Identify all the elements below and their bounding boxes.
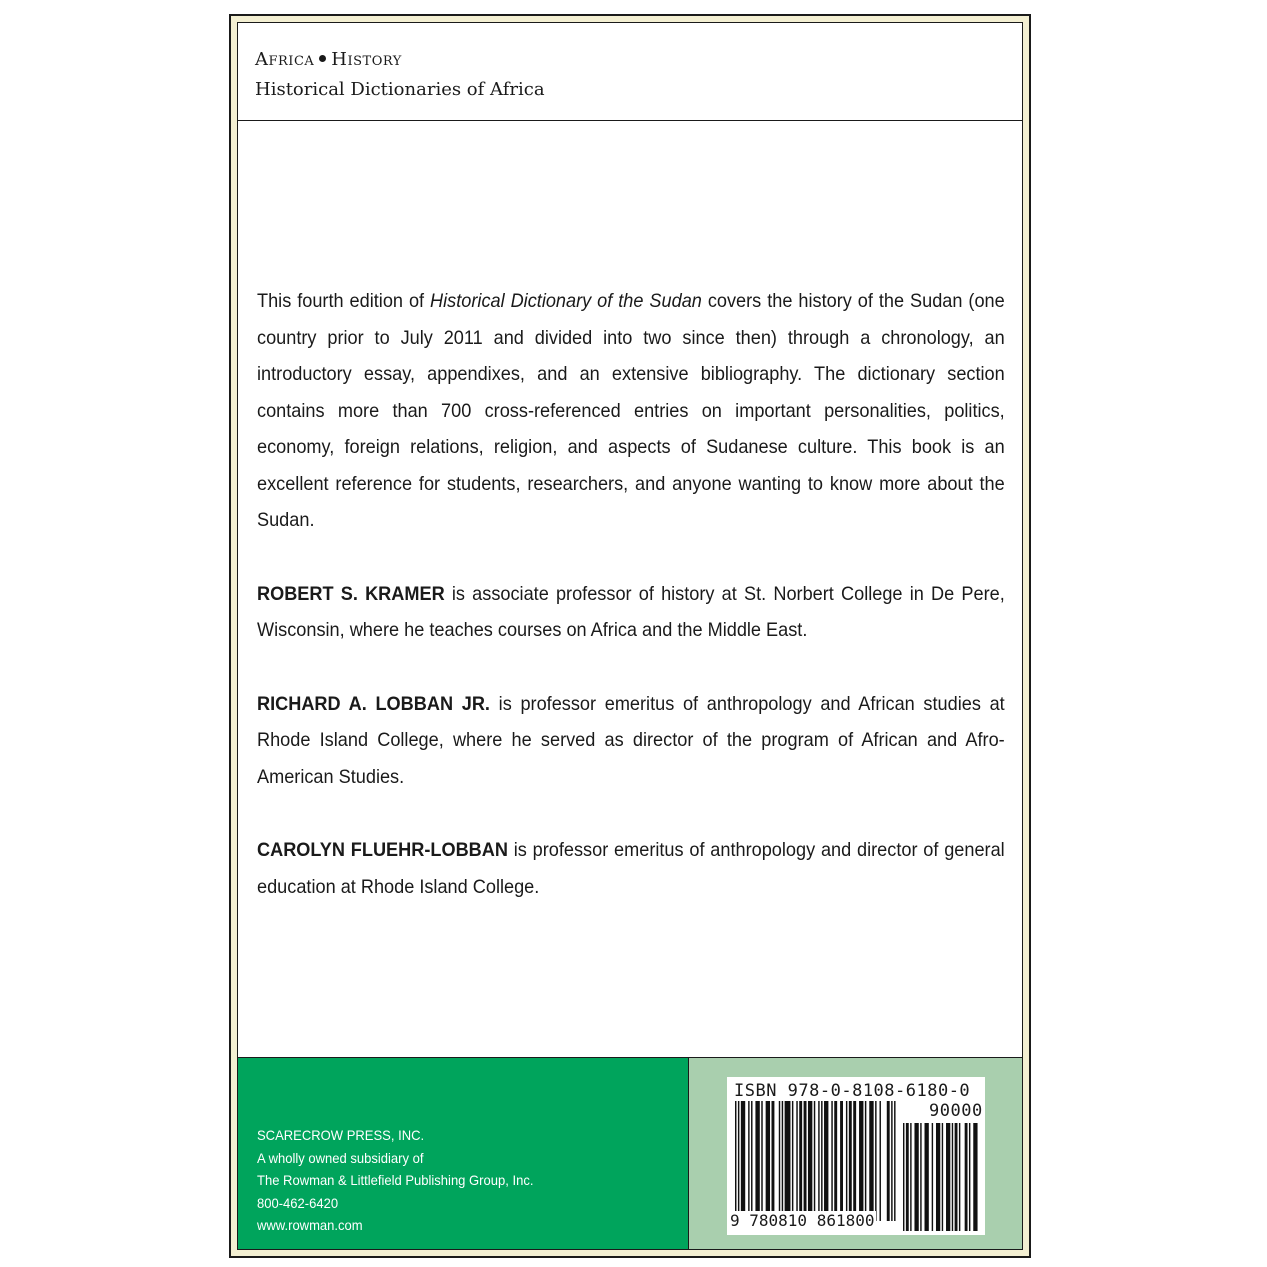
barcode-bar xyxy=(840,1101,843,1221)
barcode-bar xyxy=(914,1123,918,1231)
barcode-digits xyxy=(729,1211,876,1230)
barcode-bar xyxy=(946,1123,950,1231)
author-bio-kramer xyxy=(257,576,1005,649)
barcode-bar xyxy=(751,1101,752,1221)
barcode-bar xyxy=(865,1101,866,1221)
barcode-bar xyxy=(906,1123,909,1231)
barcode-bar xyxy=(804,1101,807,1221)
book-description xyxy=(257,283,1005,539)
barcode-bar xyxy=(796,1101,797,1221)
publisher-panel xyxy=(238,1057,689,1250)
barcode-bar xyxy=(959,1123,960,1231)
barcode-bar xyxy=(849,1101,852,1221)
series-category-history: History xyxy=(331,49,402,70)
barcode-bar xyxy=(952,1123,953,1231)
barcode-bar xyxy=(955,1123,958,1231)
barcode-panel xyxy=(689,1057,1023,1250)
description-text-end: covers the history of the Sudan (one country prior to July 2011 and divided into two since then) through a chronology, an introductory essay, appendixes, and an extensive bibliography. The dictionary section contains more than 700 cross-referenced entries on important personalities, politics, economy, foreign relations, religion, and aspects of Sudanese culture. This book is an excellent reference for students, researchers, and anyone wanting to know more about the Sudan. xyxy=(257,290,1005,531)
barcode-bar xyxy=(779,1101,780,1221)
barcode-bar xyxy=(925,1123,929,1231)
publisher-website: www.rowman.com xyxy=(257,1217,363,1233)
barcode-bar xyxy=(920,1123,921,1231)
barcode-bar xyxy=(771,1101,774,1221)
barcode-digits-text: 9 780810 861800 xyxy=(730,1211,875,1230)
author-bio-text: is associate professor of history at St. Norbert College in De Pere, Wisconsin, where he teaches courses on Africa and the Middle East. xyxy=(257,582,1005,641)
barcode-bar xyxy=(792,1101,793,1221)
barcode-bar xyxy=(846,1101,847,1221)
series-category-africa: Africa xyxy=(255,49,315,70)
barcode-bar xyxy=(965,1123,968,1231)
barcode-bar xyxy=(814,1101,815,1221)
barcode-bar xyxy=(782,1101,783,1221)
barcode-bar xyxy=(891,1101,892,1221)
author-bio-lobban xyxy=(257,686,1005,796)
barcode-bar xyxy=(887,1101,890,1221)
barcode-bar xyxy=(942,1123,943,1231)
author-name: CAROLYN FLUEHR-LOBBAN xyxy=(257,839,508,861)
barcode-bar xyxy=(869,1101,873,1221)
barcode-bar xyxy=(818,1101,819,1221)
barcode-bar xyxy=(903,1123,904,1231)
barcode-bar xyxy=(824,1101,828,1221)
barcode-bar xyxy=(969,1123,970,1231)
blurb xyxy=(257,283,1005,905)
barcode-bar xyxy=(735,1101,736,1221)
book-title: Historical Dictionary of the Sudan xyxy=(430,290,702,312)
barcode-bar xyxy=(741,1101,745,1221)
publisher-phone: 800-462-6420 xyxy=(257,1194,339,1211)
bullet-icon xyxy=(319,55,326,62)
back-cover xyxy=(237,22,1023,1250)
barcode-bar xyxy=(853,1101,856,1221)
publisher-subsidiary-line: A wholly owned subsidiary of xyxy=(257,1149,424,1166)
publisher-name: SCARECROW PRESS, INC. xyxy=(257,1127,425,1143)
barcode-bar xyxy=(808,1101,812,1221)
isbn-label: ISBN 978-0-8108-6180-0 xyxy=(734,1081,971,1101)
barcode-bar xyxy=(761,1101,762,1221)
barcode xyxy=(727,1077,985,1235)
barcode-bar xyxy=(821,1101,822,1221)
publisher-info xyxy=(257,1124,533,1237)
author-bio-text: is professor emeritus of anthropology and African studies at Rhode Island College, where he served as director of the program of African and Afro-American Studies. xyxy=(257,692,1005,788)
barcode-bar xyxy=(875,1101,876,1221)
series-categories xyxy=(255,49,402,70)
barcode-addon-code: 90000 xyxy=(929,1101,983,1121)
author-bio-fluehr-lobban xyxy=(257,832,1005,905)
barcode-main-bars-icon xyxy=(735,1101,897,1221)
barcode-bar xyxy=(766,1101,770,1221)
barcode-bar xyxy=(738,1101,739,1221)
author-name: ROBERT S. KRAMER xyxy=(257,582,445,605)
barcode-bar xyxy=(894,1101,895,1221)
barcode-addon-bars-icon xyxy=(903,1123,979,1231)
barcode-bar xyxy=(785,1101,791,1221)
barcode-bar xyxy=(859,1101,863,1221)
barcode-bar xyxy=(799,1101,802,1221)
barcode-bar xyxy=(755,1101,759,1221)
publisher-parent-company: The Rowman & Littlefield Publishing Group, Inc. xyxy=(257,1172,534,1188)
barcode-bar xyxy=(748,1101,749,1221)
series-title: Historical Dictionaries of Africa xyxy=(255,79,545,100)
barcode-bar xyxy=(932,1123,933,1231)
barcode-bar xyxy=(831,1101,832,1221)
author-name: RICHARD A. LOBBAN JR. xyxy=(257,692,490,715)
barcode-bar xyxy=(973,1123,977,1231)
barcode-bar xyxy=(834,1101,837,1221)
series-header xyxy=(238,23,1022,121)
barcode-bar xyxy=(879,1101,880,1221)
description-text-start: This fourth edition of xyxy=(257,290,431,312)
barcode-bar xyxy=(936,1123,940,1231)
author-bio-text: is professor emeritus of anthropology and director of general education at Rhode Island College. xyxy=(257,839,1005,898)
barcode-bar xyxy=(910,1123,911,1231)
